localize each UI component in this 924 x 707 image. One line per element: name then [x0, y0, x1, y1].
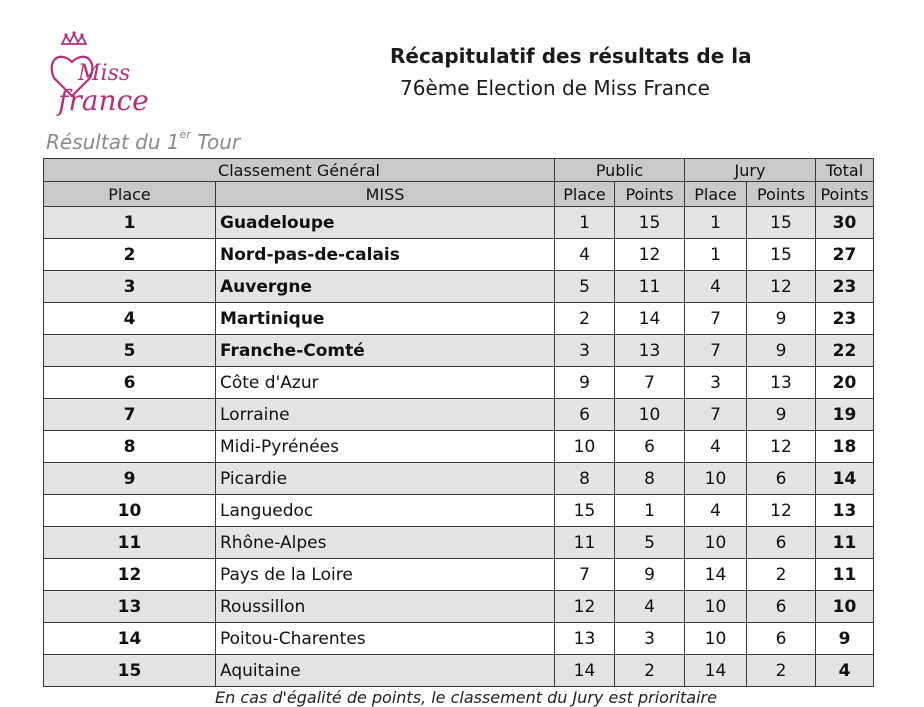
jury-place-cell: 7	[685, 303, 747, 335]
total-points-cell: 18	[816, 431, 874, 463]
jury-place-cell: 10	[685, 591, 747, 623]
document-subtitle: 76ème Election de Miss France	[400, 76, 710, 100]
public-place-cell: 14	[555, 655, 615, 687]
jury-place-cell: 10	[685, 623, 747, 655]
public-place-cell: 2	[555, 303, 615, 335]
miss-cell: Picardie	[216, 463, 555, 495]
table-row	[44, 655, 874, 687]
public-place-cell: 3	[555, 335, 615, 367]
jury-points-cell: 6	[747, 591, 816, 623]
place-cell: 15	[44, 655, 216, 687]
miss-cell: Pays de la Loire	[216, 559, 555, 591]
total-points-cell: 11	[816, 527, 874, 559]
header-jury-points: Points	[747, 182, 816, 207]
public-points-cell: 13	[615, 335, 685, 367]
document-title: Récapitulatif des résultats de la	[390, 44, 752, 68]
table-row	[44, 591, 874, 623]
table-row	[44, 527, 874, 559]
header-public: Public	[555, 159, 685, 182]
public-points-cell: 15	[615, 207, 685, 239]
jury-points-cell: 9	[747, 399, 816, 431]
jury-points-cell: 12	[747, 431, 816, 463]
public-points-cell: 8	[615, 463, 685, 495]
jury-points-cell: 12	[747, 271, 816, 303]
miss-cell: Midi-Pyrénées	[216, 431, 555, 463]
table-row	[44, 271, 874, 303]
jury-points-cell: 13	[747, 367, 816, 399]
jury-place-cell: 4	[685, 495, 747, 527]
total-points-cell: 10	[816, 591, 874, 623]
place-cell: 5	[44, 335, 216, 367]
table-row	[44, 207, 874, 239]
header-total-points: Points	[816, 182, 874, 207]
header-public-points: Points	[615, 182, 685, 207]
public-points-cell: 1	[615, 495, 685, 527]
round-label-sup: er	[179, 128, 191, 142]
place-cell: 12	[44, 559, 216, 591]
total-points-cell: 23	[816, 271, 874, 303]
public-place-cell: 6	[555, 399, 615, 431]
public-place-cell: 9	[555, 367, 615, 399]
jury-points-cell: 6	[747, 527, 816, 559]
jury-place-cell: 7	[685, 335, 747, 367]
header-miss: MISS	[216, 182, 555, 207]
public-points-cell: 10	[615, 399, 685, 431]
public-place-cell: 15	[555, 495, 615, 527]
total-points-cell: 23	[816, 303, 874, 335]
jury-place-cell: 10	[685, 527, 747, 559]
header-jury: Jury	[685, 159, 816, 182]
place-cell: 11	[44, 527, 216, 559]
miss-cell: Languedoc	[216, 495, 555, 527]
public-points-cell: 14	[615, 303, 685, 335]
public-place-cell: 5	[555, 271, 615, 303]
miss-cell: Auvergne	[216, 271, 555, 303]
place-cell: 3	[44, 271, 216, 303]
total-points-cell: 22	[816, 335, 874, 367]
total-points-cell: 27	[816, 239, 874, 271]
table-row	[44, 623, 874, 655]
header-total: Total	[816, 159, 874, 182]
total-points-cell: 19	[816, 399, 874, 431]
total-points-cell: 11	[816, 559, 874, 591]
table-row	[44, 335, 874, 367]
table-row	[44, 495, 874, 527]
total-points-cell: 14	[816, 463, 874, 495]
miss-cell: Aquitaine	[216, 655, 555, 687]
total-points-cell: 30	[816, 207, 874, 239]
public-points-cell: 6	[615, 431, 685, 463]
header-place: Place	[44, 182, 216, 207]
table-row	[44, 239, 874, 271]
total-points-cell: 13	[816, 495, 874, 527]
place-cell: 7	[44, 399, 216, 431]
place-cell: 6	[44, 367, 216, 399]
jury-place-cell: 14	[685, 655, 747, 687]
jury-points-cell: 12	[747, 495, 816, 527]
table-row	[44, 399, 874, 431]
place-cell: 14	[44, 623, 216, 655]
place-cell: 4	[44, 303, 216, 335]
logo-line1: Miss	[78, 61, 131, 86]
header-jury-place: Place	[685, 182, 747, 207]
public-place-cell: 7	[555, 559, 615, 591]
place-cell: 9	[44, 463, 216, 495]
miss-cell: Martinique	[216, 303, 555, 335]
miss-cell: Côte d'Azur	[216, 367, 555, 399]
public-place-cell: 1	[555, 207, 615, 239]
table-row	[44, 463, 874, 495]
public-points-cell: 12	[615, 239, 685, 271]
group-header-row	[44, 159, 874, 182]
round-label-suffix: Tour	[190, 130, 241, 154]
results-table	[43, 158, 874, 687]
jury-points-cell: 2	[747, 655, 816, 687]
jury-place-cell: 1	[685, 239, 747, 271]
public-place-cell: 13	[555, 623, 615, 655]
public-points-cell: 2	[615, 655, 685, 687]
round-label-prefix: Résultat du 1	[46, 130, 180, 154]
public-points-cell: 3	[615, 623, 685, 655]
column-header-row	[44, 182, 874, 207]
public-place-cell: 11	[555, 527, 615, 559]
public-points-cell: 7	[615, 367, 685, 399]
jury-place-cell: 7	[685, 399, 747, 431]
total-points-cell: 20	[816, 367, 874, 399]
jury-place-cell: 4	[685, 431, 747, 463]
jury-points-cell: 2	[747, 559, 816, 591]
public-place-cell: 12	[555, 591, 615, 623]
jury-place-cell: 14	[685, 559, 747, 591]
logo-line2: france	[58, 84, 149, 117]
jury-place-cell: 3	[685, 367, 747, 399]
jury-points-cell: 6	[747, 463, 816, 495]
place-cell: 10	[44, 495, 216, 527]
jury-points-cell: 9	[747, 335, 816, 367]
public-place-cell: 8	[555, 463, 615, 495]
miss-cell: Franche-Comté	[216, 335, 555, 367]
jury-points-cell: 6	[747, 623, 816, 655]
miss-cell: Poitou-Charentes	[216, 623, 555, 655]
public-place-cell: 10	[555, 431, 615, 463]
total-points-cell: 9	[816, 623, 874, 655]
jury-points-cell: 15	[747, 239, 816, 271]
miss-france-logo-graphic	[40, 30, 170, 120]
miss-cell: Lorraine	[216, 399, 555, 431]
table-row	[44, 559, 874, 591]
miss-cell: Nord-pas-de-calais	[216, 239, 555, 271]
place-cell: 1	[44, 207, 216, 239]
public-points-cell: 11	[615, 271, 685, 303]
miss-cell: Guadeloupe	[216, 207, 555, 239]
public-place-cell: 4	[555, 239, 615, 271]
header-public-place: Place	[555, 182, 615, 207]
round-label	[46, 130, 240, 154]
jury-place-cell: 10	[685, 463, 747, 495]
public-points-cell: 9	[615, 559, 685, 591]
total-points-cell: 4	[816, 655, 874, 687]
miss-france-logo	[40, 30, 170, 120]
place-cell: 13	[44, 591, 216, 623]
place-cell: 8	[44, 431, 216, 463]
place-cell: 2	[44, 239, 216, 271]
miss-cell: Rhône-Alpes	[216, 527, 555, 559]
jury-place-cell: 1	[685, 207, 747, 239]
footnote: En cas d'égalité de points, le classement du Jury est prioritaire	[215, 688, 717, 707]
jury-points-cell: 15	[747, 207, 816, 239]
jury-points-cell: 9	[747, 303, 816, 335]
header-general: Classement Général	[44, 159, 555, 182]
public-points-cell: 5	[615, 527, 685, 559]
miss-cell: Roussillon	[216, 591, 555, 623]
table-row	[44, 431, 874, 463]
jury-place-cell: 4	[685, 271, 747, 303]
public-points-cell: 4	[615, 591, 685, 623]
table-row	[44, 367, 874, 399]
table-row	[44, 303, 874, 335]
